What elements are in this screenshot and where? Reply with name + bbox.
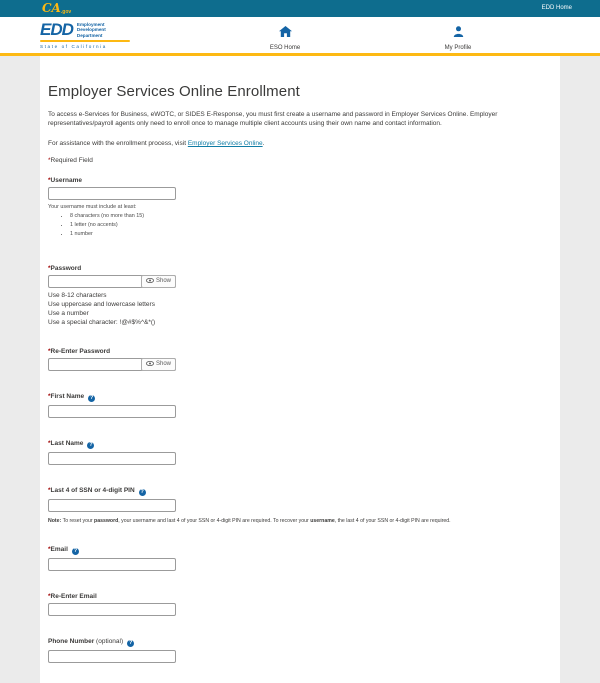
username-label: [48, 177, 552, 184]
reenter-email-label: [48, 593, 552, 600]
required-field-note: [48, 157, 552, 164]
reenter-password-label: [48, 348, 552, 355]
first-name-field-group: [48, 393, 552, 418]
nav-eso-home[interactable]: [250, 24, 320, 51]
phone-optional-label: (optional): [96, 637, 124, 645]
eye-icon: [146, 361, 154, 368]
email-label-text: Email: [50, 545, 68, 553]
password-rule: Use uppercase and lowercase letters: [48, 300, 155, 308]
first-name-input[interactable]: [48, 405, 176, 418]
username-rule: • 1 letter (no accents): [70, 223, 552, 229]
last-name-help-icon[interactable]: [87, 442, 94, 449]
email-field-group: [48, 546, 552, 571]
edd-logo[interactable]: [40, 21, 132, 49]
assistance-line: [48, 140, 552, 147]
required-asterisk: *: [48, 545, 51, 553]
edd-home-link[interactable]: EDD Home: [541, 5, 572, 11]
last-name-label-text: Last Name: [50, 439, 84, 447]
top-utility-bar: [0, 0, 600, 17]
main-content: [40, 56, 560, 683]
site-header: [0, 17, 600, 56]
first-name-label-text: First Name: [50, 392, 85, 400]
password-rule: Use a number: [48, 309, 89, 317]
ssn-pin-field-group: [48, 487, 552, 524]
required-asterisk: *: [48, 177, 51, 184]
edd-logo-gold-rule: [40, 40, 130, 42]
show-password-button[interactable]: [141, 275, 176, 288]
edd-logo-tagline: State of California: [40, 44, 107, 50]
username-rule: • 8 characters (no more than 15): [70, 214, 552, 220]
reenter-password-label-text: Re-Enter Password: [50, 347, 111, 355]
note-bold: username: [310, 517, 335, 524]
edd-logo-abbr: EDD: [40, 20, 73, 39]
nav-my-profile-label: My Profile: [444, 45, 472, 51]
last-name-input[interactable]: [48, 452, 176, 465]
note-text: , your username and last 4 of your SSN or 4-digit PIN are required. To recover your: [118, 517, 311, 524]
edd-logo-word3: Department: [76, 32, 103, 38]
note-bold: Note:: [48, 517, 62, 524]
username-field-group: [48, 177, 552, 238]
ca-gov-logo-gov: .gov: [60, 9, 72, 15]
assistance-suffix: .: [262, 140, 265, 147]
required-asterisk: *: [48, 486, 51, 494]
reenter-email-input[interactable]: [48, 603, 176, 616]
nav-eso-home-label: ESO Home: [269, 45, 301, 51]
last-name-label: [48, 440, 552, 449]
required-asterisk: *: [48, 439, 51, 447]
phone-input[interactable]: [48, 650, 176, 663]
password-rules: [48, 291, 552, 327]
ca-gov-logo-ca: CA: [42, 1, 61, 15]
phone-label-text: Phone Number: [48, 637, 95, 645]
home-icon: [279, 24, 292, 41]
username-rules-list: [48, 214, 552, 238]
email-input[interactable]: [48, 558, 176, 571]
phone-help-icon[interactable]: [127, 640, 134, 647]
show-password-label: Show: [155, 361, 171, 368]
show-reenter-password-button[interactable]: [141, 358, 176, 371]
required-asterisk: *: [48, 392, 51, 400]
phone-field-group: [48, 638, 552, 663]
ssn-pin-label: [48, 487, 552, 496]
ssn-pin-help-icon[interactable]: [139, 489, 146, 496]
email-label: [48, 546, 552, 555]
reenter-email-label-text: Re-Enter Email: [50, 592, 97, 600]
first-name-help-icon[interactable]: [88, 395, 95, 402]
ssn-pin-input[interactable]: [48, 499, 176, 512]
person-icon: [453, 24, 464, 41]
email-help-icon[interactable]: [72, 548, 79, 555]
edd-logo-words: [77, 22, 106, 38]
required-asterisk: *: [48, 592, 51, 600]
employer-services-online-link[interactable]: Employer Services Online: [187, 140, 263, 147]
edd-logo-word2: Development: [76, 27, 106, 33]
nav-my-profile[interactable]: [423, 24, 493, 51]
required-asterisk: *: [48, 347, 51, 355]
username-input[interactable]: [48, 187, 176, 200]
intro-paragraph: To access e-Services for Business, eWOTC, or SIDES E-Response, you must first create a username and password in Employer Services Online. Employer representatives/payroll agents only need to enroll once to manage multiple client accounts using their own name and contact information.: [48, 111, 498, 127]
required-asterisk: *: [48, 157, 51, 164]
edd-logo-word1: Employment: [76, 22, 105, 27]
reenter-password-field-group: [48, 348, 552, 371]
password-rule: Use a special character: !@#$%^&*(): [48, 318, 156, 326]
first-name-label: [48, 393, 552, 402]
username-rule: • 1 number: [70, 232, 552, 238]
assistance-prefix: For assistance with the enrollment process, visit: [48, 140, 188, 147]
eye-icon: [146, 278, 154, 285]
required-field-text: Required Field: [50, 157, 93, 164]
password-label-text: Password: [50, 264, 82, 272]
note-bold: password: [94, 517, 119, 524]
reenter-email-field-group: [48, 593, 552, 616]
show-password-label: Show: [155, 278, 171, 285]
last-name-field-group: [48, 440, 552, 465]
password-label: [48, 265, 552, 272]
page-title: Employer Services Online Enrollment: [48, 83, 300, 100]
password-field-group: [48, 265, 552, 327]
note-text: To reset your: [61, 517, 95, 524]
ssn-pin-label-text: Last 4 of SSN or 4-digit PIN: [50, 486, 135, 494]
ssn-pin-note: [48, 518, 552, 524]
note-text: , the last 4 of your SSN or 4-digit PIN are required.: [334, 517, 451, 524]
required-asterisk: *: [48, 264, 51, 272]
username-label-text: Username: [50, 177, 82, 184]
password-rule: Use 8-12 characters: [48, 291, 107, 299]
username-hint: Your username must include at least:: [48, 204, 137, 210]
phone-label: [48, 638, 552, 647]
